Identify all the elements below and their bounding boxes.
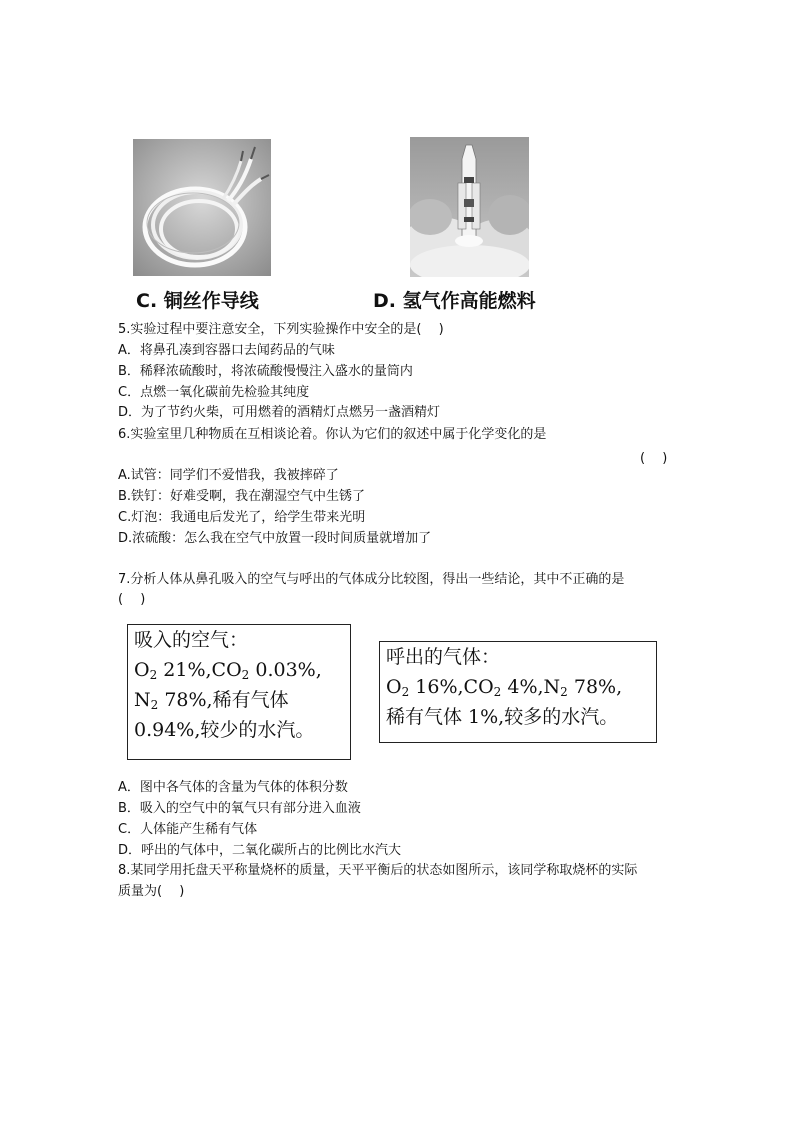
inhaled-co2-value: 0.03%, xyxy=(255,659,322,681)
exhaled-o2-label: O xyxy=(386,676,402,698)
question-7-option-d: D．呼出的气体中，二氧化碳所占的比例比水汽大 xyxy=(118,843,402,858)
exhaled-composition-row xyxy=(380,672,656,702)
rocket-launch-photo xyxy=(410,137,529,277)
exhaled-tail-row: 稀有气体 1%,较多的水汽。 xyxy=(386,706,619,728)
inhaled-o2-co2-row xyxy=(128,655,350,685)
exhaled-n2-subscript: 2 xyxy=(560,685,568,699)
question-7-stem: 7.分析人体从鼻孔吸入的空气与呼出的气体成分比较图，得出一些结论，其中不正确的是 xyxy=(118,572,625,587)
question-5-option-a: A．将鼻孔凑到容器口去闻药品的气味 xyxy=(118,343,335,358)
question-6-option-d: D.浓硫酸：怎么我在空气中放置一段时间质量就增加了 xyxy=(118,531,432,546)
inhaled-o2-value: 21%, xyxy=(163,659,212,681)
inhaled-n2-value: 78%,稀有气体 xyxy=(164,689,289,711)
question-6-answer-bracket: ( ) xyxy=(640,451,668,466)
inhaled-co2-label: CO xyxy=(211,659,242,681)
question-7-answer-bracket: ( ) xyxy=(118,592,146,607)
inhaled-air-box xyxy=(127,624,351,760)
inhaled-n2-subscript: 2 xyxy=(150,698,159,712)
question-7-option-a: A．图中各气体的含量为气体的体积分数 xyxy=(118,780,348,795)
exhaled-o2-value: 16%, xyxy=(415,676,464,698)
inhaled-n2-label: N xyxy=(134,689,151,711)
question-6-option-b: B.铁钉：好难受啊，我在潮湿空气中生锈了 xyxy=(118,489,366,504)
question-6-option-a: A.试管：同学们不爱惜我，我被摔碎了 xyxy=(118,468,339,483)
question-5-option-c: C．点燃一氧化碳前先检验其纯度 xyxy=(118,385,310,400)
inhaled-n2-row xyxy=(128,685,350,715)
question-6-option-c: C.灯泡：我通电后发光了，给学生带来光明 xyxy=(118,510,366,525)
inhaled-o2-label: O xyxy=(134,659,150,681)
exhaled-gas-box xyxy=(379,641,657,743)
exhaled-o2-subscript: 2 xyxy=(401,685,410,699)
inhaled-o2-subscript: 2 xyxy=(149,668,158,682)
question-5-option-d: D．为了节约火柴，可用燃着的酒精灯点燃另一盏酒精灯 xyxy=(118,405,441,420)
question-8-line-2: 质量为( ) xyxy=(118,884,185,899)
question-7-option-c: C．人体能产生稀有气体 xyxy=(118,822,258,837)
figure-caption-d: D. 氢气作高能燃料 xyxy=(373,290,536,312)
exhaled-co2-value: 4%, xyxy=(507,676,544,698)
question-8-line-1: 8.某同学用托盘天平称量烧杯的质量，天平平衡后的状态如图所示，该同学称取烧杯的实际 xyxy=(118,863,638,878)
exhaled-gas-title: 呼出的气体： xyxy=(386,646,501,668)
question-5-stem: 5.实验过程中要注意安全，下列实验操作中安全的是( ) xyxy=(118,322,444,337)
exhaled-n2-value: 78%, xyxy=(573,676,623,698)
inhaled-tail-row: 0.94%,较少的水汽。 xyxy=(134,719,315,741)
exhaled-co2-subscript: 2 xyxy=(493,685,502,699)
question-6-stem: 6.实验室里几种物质在互相谈论着。你认为它们的叙述中属于化学变化的是 xyxy=(118,427,547,442)
inhaled-co2-subscript: 2 xyxy=(241,668,250,682)
copper-wire-photo xyxy=(133,139,271,276)
exhaled-co2-label: CO xyxy=(463,676,494,698)
inhaled-air-title: 吸入的空气： xyxy=(134,629,249,651)
question-7-option-b: B．吸入的空气中的氧气只有部分进入血液 xyxy=(118,801,361,816)
exhaled-n2-label: N xyxy=(543,676,561,698)
figure-caption-c: C. 铜丝作导线 xyxy=(136,290,259,312)
question-5-option-b: B．稀释浓硫酸时，将浓硫酸慢慢注入盛水的量筒内 xyxy=(118,364,413,379)
